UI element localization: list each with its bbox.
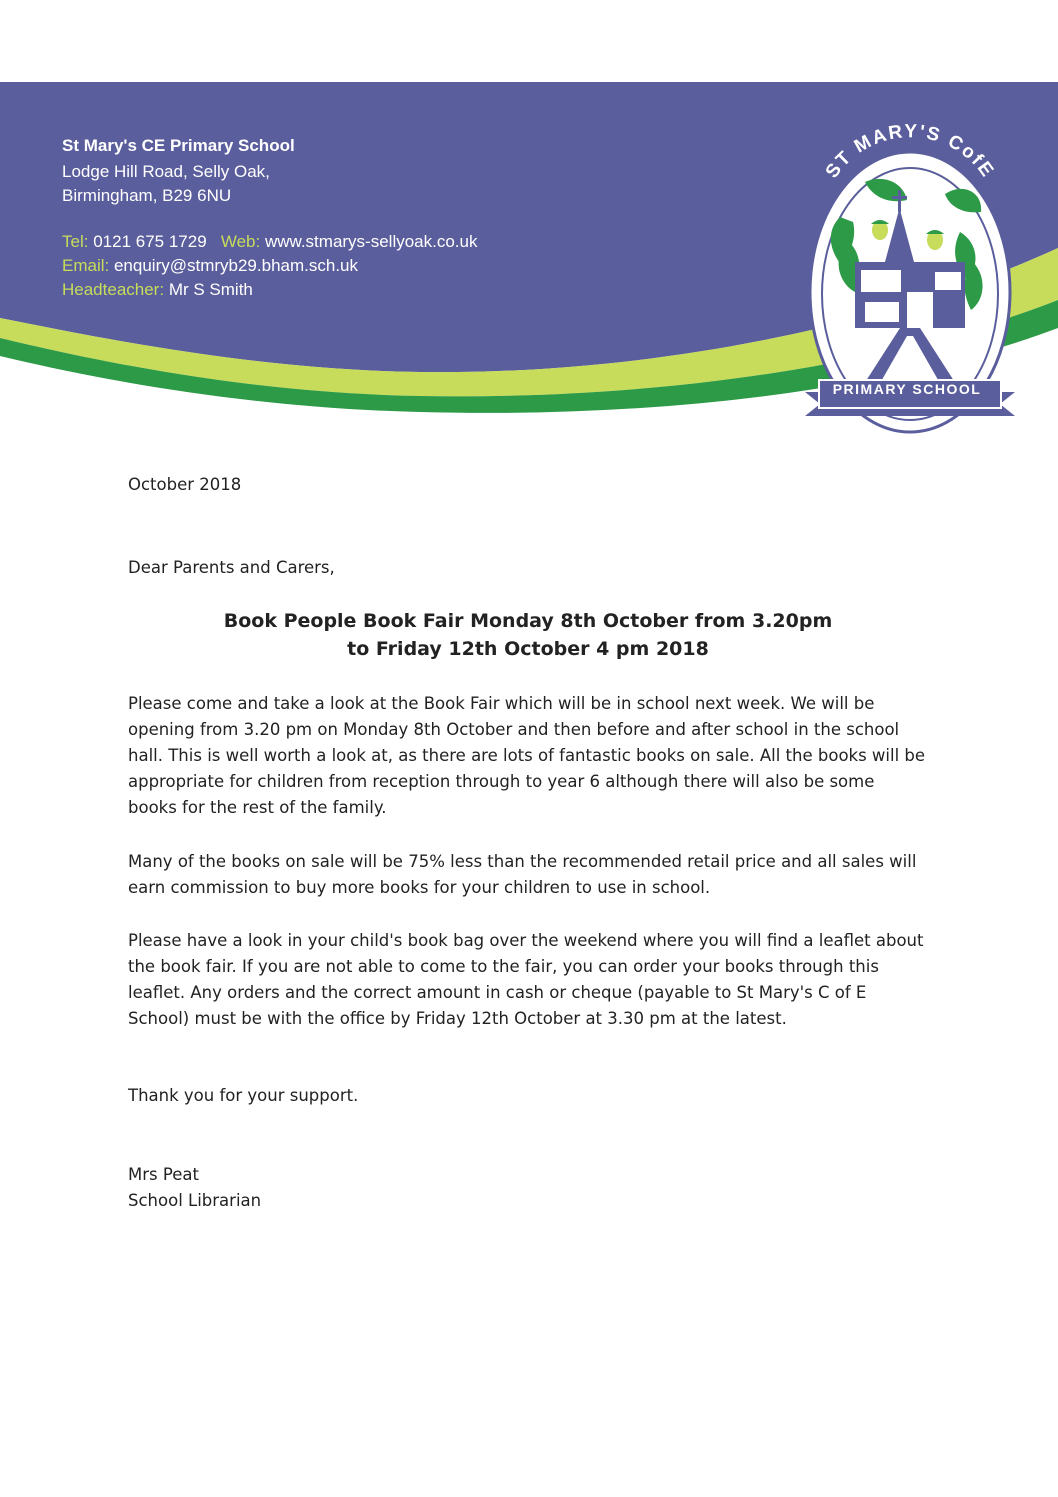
paragraph-text: Please come and take a look at the Book Fair which will be in school next week. We will be opening from 3.20 pm on Monday 8th October and then before and after school in the school hall. This is well worth a look at, as there are lots of fantastic books on sale. All the books will be appropriate for children from reception through to year 6 although there will also be some books for the rest of the family. bbox=[128, 694, 926, 817]
address-line-1: Lodge Hill Road, Selly Oak, bbox=[62, 162, 270, 181]
letter-paragraph-3 bbox=[128, 928, 928, 1032]
headteacher-value: Mr S Smith bbox=[168, 280, 253, 299]
email-value: enquiry@stmryb29.bham.sch.uk bbox=[113, 256, 358, 275]
letter-date: October 2018 bbox=[128, 475, 242, 494]
heading-line-1: Book People Book Fair Monday 8th October from 3.20pm bbox=[223, 610, 833, 632]
headteacher-label: Headteacher: bbox=[62, 280, 165, 299]
address-line-2: Birmingham, B29 6NU bbox=[62, 186, 232, 205]
letter-closing: Thank you for your support. bbox=[128, 1086, 359, 1105]
paragraph-text: Please have a look in your child's book bag over the weekend where you will find a leaflet about the book fair. If you are not able to come to the fair, you can order your books through this leaflet. Any orders and the correct amount in cash or cheque (payable to St Mary's C of E School) must be with the office by Friday 12th October at 3.30 pm at the latest. bbox=[128, 931, 924, 1028]
contact-headteacher bbox=[62, 278, 253, 302]
contact-email bbox=[62, 254, 358, 278]
school-name: St Mary's CE Primary School bbox=[62, 136, 295, 155]
tel-label: Tel: bbox=[62, 232, 89, 251]
heading-line-2: to Friday 12th October 4 pm 2018 bbox=[347, 638, 709, 660]
letter-salutation: Dear Parents and Carers, bbox=[128, 558, 335, 577]
signatory-name: Mrs Peat bbox=[128, 1165, 199, 1184]
letter-paragraph-1 bbox=[128, 691, 928, 821]
letter-paragraph-2 bbox=[128, 849, 928, 901]
contact-tel-web bbox=[62, 230, 478, 254]
crest-arc-text: ST MARY'S CofE bbox=[821, 122, 999, 183]
signatory-title: School Librarian bbox=[128, 1191, 262, 1210]
tel-value: 0121 675 1729 bbox=[93, 232, 207, 251]
paragraph-text: Many of the books on sale will be 75% less than the recommended retail price and all sales will earn commission to buy more books for your children to use in school. bbox=[128, 852, 917, 897]
letterhead bbox=[0, 0, 1058, 440]
email-label: Email: bbox=[62, 256, 110, 275]
web-label: Web: bbox=[220, 232, 261, 251]
crest-banner-text: PRIMARY SCHOOL bbox=[832, 381, 982, 397]
web-value: www.stmarys-sellyoak.co.uk bbox=[264, 232, 478, 251]
letter-heading bbox=[128, 607, 928, 663]
